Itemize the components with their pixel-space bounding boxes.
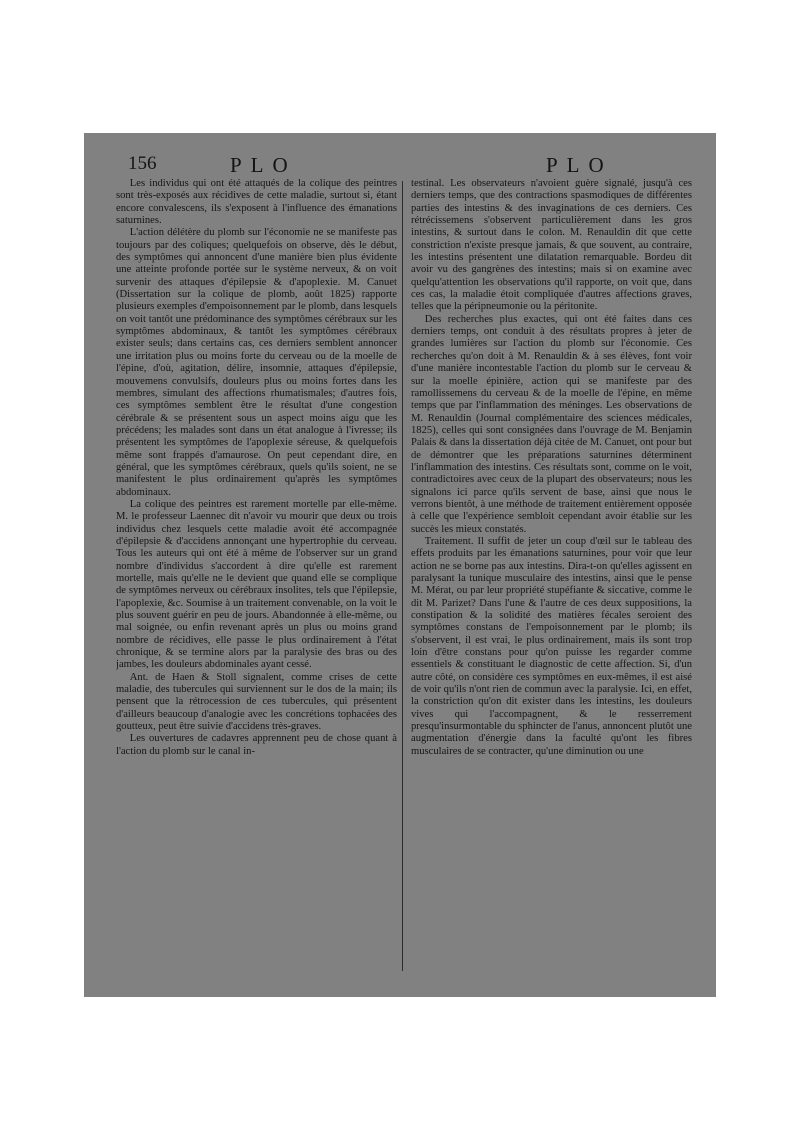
scanned-page bbox=[84, 133, 716, 997]
paragraph: La colique des peintres est rarement mortelle par elle-même. M. le professeur Laennec dit n'avoir vu mourir que deux ou trois individus chez lesquels cette maladie avoit été accompagnée d'épilepsie & d'accidens annonçant une hypertrophie du cerveau. Tous les auteurs qui ont été à même de l'observer sur un grand nombre d'individus s'accordent à dire qu'elle est rarement mortelle, mais qu'elle ne le devient que quand elle se complique de symptômes nerveux ou cérébraux insolites, tels que l'épilepsie, l'apoplexie, &c. Soumise à un traitement convenable, on la voit le plus souvent guérir en peu de jours. Abandonnée à elle-même, ou mal soignée, ou enfin revenant après un plus ou moins grand nombre de récidives, elle passe le plus ordinairement à l'état chronique, & se termine alors par la paralysie des bras ou des jambes, les douleurs abdominales ayant cessé. bbox=[116, 498, 397, 671]
running-head-left: PLO bbox=[230, 153, 297, 177]
running-head-right: PLO bbox=[546, 153, 613, 177]
left-column bbox=[116, 178, 397, 978]
paragraph: Traitement. Il suffit de jeter un coup d'œil sur le tableau des effets produits par les émanations saturnines, pour voir que leur action ne se borne pas aux intestins. Dira-t-on qu'elles agissent en paralysant la tunique musculaire des intestins, ainsi que le pense M. Mérat, ou par leur propriété stupéfiante & siccative, comme le dit M. Parizet? Dans l'une & l'autre de ces deux suppositions, la constipation & la solidité des matières fécales seroient des symptômes constans de l'empoisonnement par le plomb; ils s'observent, il est vrai, le plus ordinairement, mais ils sont trop loin d'être constans pour qu'on puisse les regarder comme essentiels & constituant le diagnostic de cette affection. Si, d'un autre côté, on considère ces symptômes en eux-mêmes, il est aisé de voir qu'ils n'ont rien de commun avec la paralysie. Ici, en effet, la constriction qu'on dit exister dans les intestins, les douleurs vives qui l'accompagnent, & le resserrement presqu'insurmontable du sphincter de l'anus, annoncent plutôt une augmentation d'énergie dans la faculté qu'ont les fibres musculaires de se contracter, qu'une diminution ou une bbox=[411, 535, 692, 757]
paragraph: Des recherches plus exactes, qui ont été faites dans ces derniers temps, ont conduit à des résultats propres à jeter de grandes lumières sur l'action du plomb sur l'économie. Ces recherches qu'on doit à M. Renauldin & à ses élèves, font voir d'une manière incontestable l'action du plomb sur le cerveau & sur la moelle épinière, action qui se manifeste par des ramollissemens du cerveau & de la moelle de l'épine, en même temps que par l'inflammation des méninges. Les observations de M. Renauldin (Journal complémentaire des sciences médicales, 1825), celles qui sont consignées dans l'ouvrage de M. Benjamin Palais & dans la dissertation déjà citée de M. Canuet, ont pour but de démontrer que les préparations saturnines déterminent l'inflammation des intestins. Ces résultats sont, comme on le voit, contradictoires avec ceux de la plupart des observateurs; nous les signalons ici parce qu'ils servent de base, ainsi que nous le verrons bientôt, à une méthode de traitement entièrement opposée à celle que l'expérience sembloit cependant avoir établie sur les succès les mieux constatés. bbox=[411, 313, 692, 535]
page-header bbox=[124, 147, 684, 177]
paragraph: testinal. Les observateurs n'avoient guère signalé, jusqu'à ces derniers temps, que des contractions spasmodiques de différentes parties des intestins & des invaginations de ces derniers. Ces rétrécissemens s'observent particulièrement dans les gros intestins, & surtout dans le colon. M. Renauldin dit que cette constriction n'existe presque jamais, & que souvent, au contraire, les intestins présentent une dilatation remarquable. Bordeu dit avoir vu des gangrènes des intestins; mais si on examine avec quelqu'attention les observations qu'il rapporte, on voit que, dans ces cas, la maladie étoit compliquée d'autres affections graves, telles que la péripneumonie ou la péritonite. bbox=[411, 178, 692, 313]
page-number: 156 bbox=[128, 153, 157, 174]
paragraph: Les ouvertures de cadavres apprennent peu de chose quant à l'action du plomb sur le canal in- bbox=[116, 733, 397, 757]
paragraph: L'action délétère du plomb sur l'économie ne se manifeste pas toujours par des coliques; quelquefois on observe, dès le début, des symptômes qui annoncent d'une manière bien plus évidente une atteinte profonde portée sur le système nerveux, & on voit survenir des attaques d'épilepsie & d'apoplexie. M. Canuet (Dissertation sur la colique de plomb, août 1825) rapporte plusieurs exemples d'empoisonnement par le plomb, dans lesquels on voit tantôt une prédominance des symptômes cérébraux sur les symptômes abdominaux, & tantôt les symptômes cérébraux exister seuls; dans certains cas, ces derniers semblent annoncer une irritation plus ou moins forte du cerveau ou de la moelle de l'épine, d'où, agitation, délire, insomnie, attaques d'épilepsie, mouvemens convulsifs, douleurs plus ou moins fortes dans les membres, simulant des affections rhumatismales; d'autres fois, ces symptômes semblent être le résultat d'une congestion cérébrale & se présentent sous un aspect moins aigu que les précédens; les malades sont dans un état analogue à l'ivresse; ils présentent les symptômes de l'apoplexie séreuse, & quelquefois même sont frappés d'amaurose. On peut cependant dire, en général, que les symptômes cérébraux, quels qu'ils soient, ne se manifestent le plus ordinairement qu'après les symptômes abdominaux. bbox=[116, 227, 397, 498]
paragraph: Ant. de Haen & Stoll signalent, comme crises de cette maladie, des tubercules qui surviennent sur le dos de la main; ils pensent que la rétrocession de ces tubercules, qui présentent d'ailleurs beaucoup d'analogie avec les concrétions tophacées des goutteux, peut être suivie d'accidens très-graves. bbox=[116, 671, 397, 733]
right-column bbox=[411, 178, 692, 978]
paragraph: Les individus qui ont été attaqués de la colique des peintres sont très-exposés aux récidives de cette maladie, surtout si, étant encore convalescens, ils s'exposent à l'influence des émanations saturnines. bbox=[116, 178, 397, 227]
column-divider bbox=[402, 181, 403, 971]
